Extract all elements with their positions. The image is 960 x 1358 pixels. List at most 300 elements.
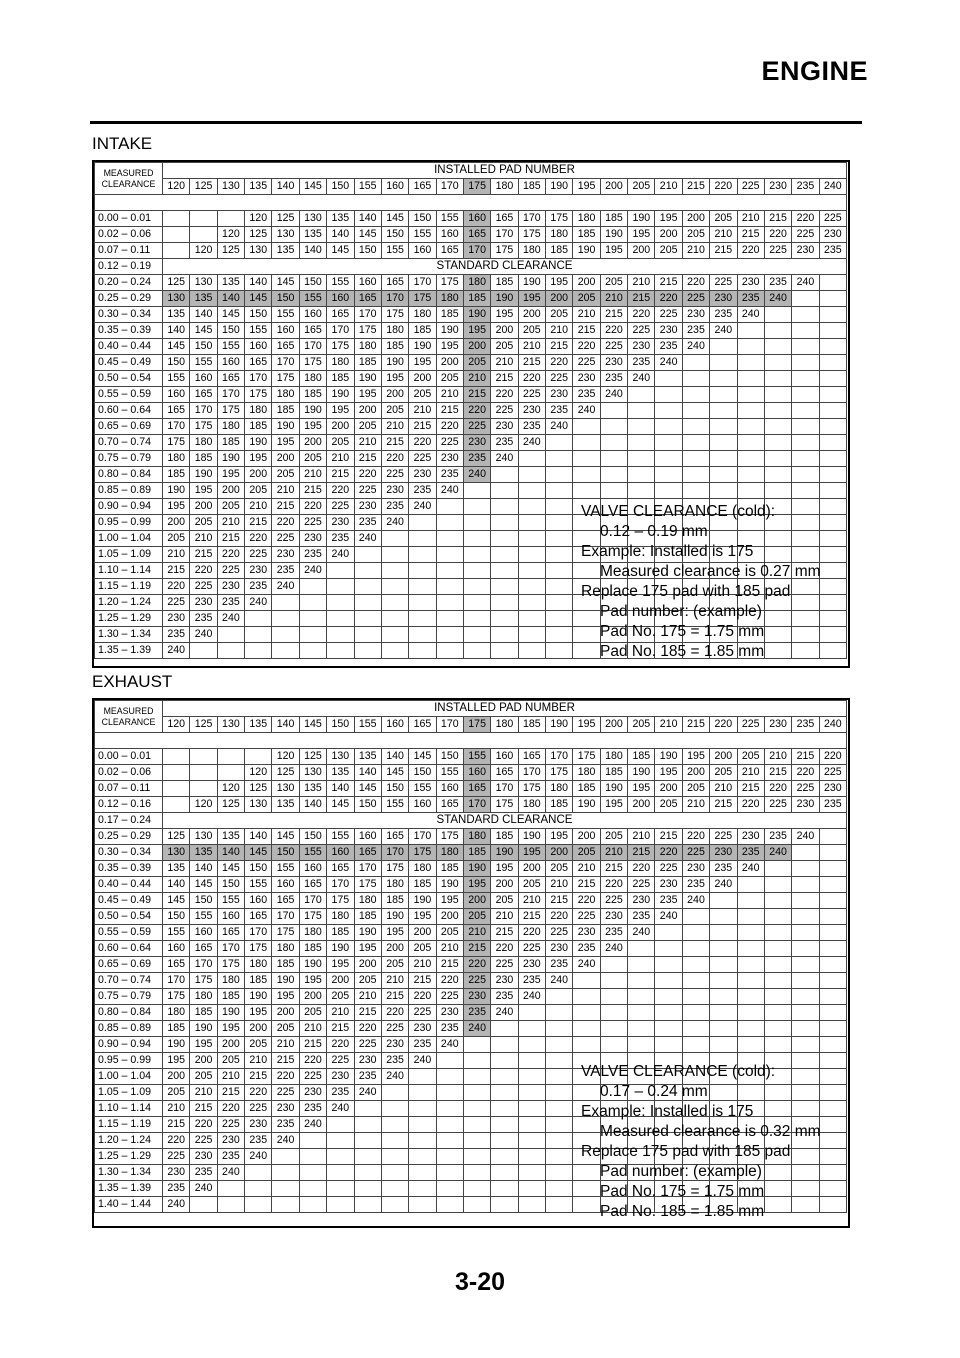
blank-cell (546, 1181, 573, 1197)
blank-cell (737, 925, 764, 941)
blank-cell (710, 355, 737, 371)
blank-cell (819, 387, 846, 403)
pad-value-cell: 165 (491, 765, 518, 781)
blank-cell (819, 547, 846, 563)
blank-cell (819, 291, 846, 307)
blank-cell (600, 483, 627, 499)
blank-cell (819, 467, 846, 483)
blank-cell (354, 1197, 381, 1213)
pad-value-cell: 145 (217, 307, 244, 323)
pad-value-cell: 170 (299, 893, 326, 909)
pad-value-cell: 140 (381, 749, 408, 765)
blank-cell (819, 307, 846, 323)
blank-cell (299, 1133, 326, 1149)
pad-number-header: 195 (573, 179, 600, 195)
pad-value-cell: 175 (409, 291, 436, 307)
pad-value-cell: 190 (409, 893, 436, 909)
blank-cell (600, 1021, 627, 1037)
pad-value-cell: 205 (272, 1021, 299, 1037)
blank-cell (491, 1197, 518, 1213)
pad-value-cell: 160 (409, 243, 436, 259)
blank-cell (682, 483, 709, 499)
pad-value-cell: 240 (600, 941, 627, 957)
blank-cell (491, 1149, 518, 1165)
pad-value-cell: 205 (354, 419, 381, 435)
blank-cell (518, 1165, 545, 1181)
pad-value-cell: 190 (272, 973, 299, 989)
pad-value-cell: 215 (518, 909, 545, 925)
blank-cell (327, 1165, 354, 1181)
pad-value-cell: 235 (546, 403, 573, 419)
pad-value-cell: 220 (518, 371, 545, 387)
blank-cell (573, 483, 600, 499)
pad-value-cell: 220 (819, 749, 846, 765)
pad-value-cell: 235 (600, 925, 627, 941)
pad-value-cell: 205 (518, 877, 545, 893)
empty-cell (217, 749, 244, 765)
blank-cell (272, 1165, 299, 1181)
blank-cell (819, 611, 846, 627)
pad-value-cell: 170 (217, 387, 244, 403)
blank-cell (764, 1021, 791, 1037)
pad-value-cell: 185 (463, 845, 490, 861)
pad-value-cell: 200 (299, 989, 326, 1005)
pad-value-cell: 195 (217, 1021, 244, 1037)
blank-cell (491, 627, 518, 643)
header-rule (90, 121, 862, 124)
pad-value-cell: 200 (518, 307, 545, 323)
pad-value-cell: 200 (463, 893, 490, 909)
blank-cell (573, 419, 600, 435)
blank-cell (819, 563, 846, 579)
pad-value-cell: 225 (272, 1085, 299, 1101)
pad-value-cell: 165 (327, 861, 354, 877)
pad-value-cell: 195 (682, 749, 709, 765)
pad-value-cell: 210 (299, 1021, 326, 1037)
blank-cell (792, 483, 819, 499)
blank-cell (764, 403, 791, 419)
pad-value-cell: 190 (463, 307, 490, 323)
blank-cell (518, 1005, 545, 1021)
clearance-row (95, 243, 847, 259)
pad-value-cell: 225 (491, 957, 518, 973)
pad-value-cell: 145 (381, 211, 408, 227)
blank-cell (354, 643, 381, 659)
pad-number-header: 145 (299, 717, 326, 733)
empty-cell (163, 749, 190, 765)
pad-value-cell: 170 (381, 845, 408, 861)
clearance-row (95, 275, 847, 291)
pad-value-cell: 220 (354, 467, 381, 483)
blank-cell (546, 515, 573, 531)
pad-value-cell: 220 (737, 243, 764, 259)
pad-value-cell: 130 (163, 845, 190, 861)
pad-value-cell: 240 (600, 387, 627, 403)
pad-value-cell: 220 (600, 877, 627, 893)
pad-value-cell: 135 (272, 797, 299, 813)
blank-cell (491, 1069, 518, 1085)
blank-cell (546, 1117, 573, 1133)
exhaust-standard-row (95, 813, 847, 829)
blank-cell (463, 627, 490, 643)
exhaust-note-line: Measured clearance is 0.32 mm (600, 1123, 821, 1140)
pad-value-cell: 225 (546, 371, 573, 387)
blank-cell (272, 643, 299, 659)
pad-value-cell: 240 (463, 467, 490, 483)
blank-cell (546, 467, 573, 483)
blank-cell (628, 451, 655, 467)
pad-value-cell: 225 (819, 765, 846, 781)
pad-value-cell: 160 (436, 781, 463, 797)
pad-value-cell: 170 (409, 275, 436, 291)
blank-cell (682, 419, 709, 435)
empty-cell (190, 227, 217, 243)
intake-note-line: Pad No. 185 = 1.85 mm (600, 643, 765, 660)
blank-cell (491, 547, 518, 563)
pad-value-cell: 195 (628, 781, 655, 797)
blank-cell (463, 1037, 490, 1053)
blank-cell (463, 579, 490, 595)
pad-value-cell: 225 (163, 595, 190, 611)
exhaust-note-line: Pad No. 185 = 1.85 mm (600, 1203, 765, 1220)
pad-value-cell: 170 (354, 307, 381, 323)
pad-value-cell: 205 (327, 435, 354, 451)
clearance-row (95, 483, 847, 499)
pad-value-cell: 175 (190, 419, 217, 435)
clearance-label: 0.07 – 0.11 (95, 243, 163, 259)
pad-number-header: 235 (792, 179, 819, 195)
blank-cell (327, 563, 354, 579)
pad-value-cell: 175 (381, 861, 408, 877)
pad-value-cell: 120 (272, 749, 299, 765)
blank-cell (737, 973, 764, 989)
blank-cell (710, 957, 737, 973)
pad-value-cell: 225 (600, 339, 627, 355)
pad-value-cell: 235 (491, 435, 518, 451)
blank-cell (546, 627, 573, 643)
pad-value-cell: 215 (272, 499, 299, 515)
pad-value-cell: 190 (381, 355, 408, 371)
blank-cell (463, 1053, 490, 1069)
blank-cell (792, 339, 819, 355)
intake-standard-row (95, 259, 847, 275)
blank-cell (436, 1133, 463, 1149)
clearance-label: 1.05 – 1.09 (95, 547, 163, 563)
pad-value-cell: 230 (327, 1069, 354, 1085)
blank-cell (491, 595, 518, 611)
pad-value-cell: 230 (354, 1053, 381, 1069)
pad-number-header: 200 (600, 717, 627, 733)
pad-value-cell: 185 (245, 973, 272, 989)
pad-value-cell: 195 (655, 211, 682, 227)
blank-cell (546, 1197, 573, 1213)
pad-value-cell: 230 (518, 957, 545, 973)
blank-cell (546, 643, 573, 659)
empty-cell (163, 781, 190, 797)
pad-number-header: 130 (217, 179, 244, 195)
pad-value-cell: 185 (600, 211, 627, 227)
pad-value-cell: 225 (573, 355, 600, 371)
blank-cell (546, 1085, 573, 1101)
blank-cell (710, 371, 737, 387)
pad-value-cell: 135 (163, 861, 190, 877)
pad-value-cell: 155 (409, 781, 436, 797)
blank-cell (463, 547, 490, 563)
blank-cell (518, 1021, 545, 1037)
blank-cell (655, 989, 682, 1005)
pad-value-cell: 205 (245, 1037, 272, 1053)
blank-cell (546, 435, 573, 451)
pad-value-cell: 220 (737, 797, 764, 813)
exhaust-note-line: Example: Installed is 175 (581, 1103, 754, 1120)
pad-value-cell: 225 (600, 893, 627, 909)
pad-value-cell: 235 (737, 845, 764, 861)
blank-cell (792, 893, 819, 909)
blank-cell (436, 563, 463, 579)
blank-cell (518, 467, 545, 483)
pad-value-cell: 235 (217, 595, 244, 611)
pad-value-cell: 215 (655, 829, 682, 845)
blank-cell (819, 1085, 846, 1101)
blank-cell (518, 499, 545, 515)
pad-value-cell: 220 (628, 307, 655, 323)
pad-value-cell: 180 (381, 877, 408, 893)
blank-cell (792, 435, 819, 451)
pad-value-cell: 155 (272, 307, 299, 323)
pad-value-cell: 220 (409, 989, 436, 1005)
clearance-label: 1.15 – 1.19 (95, 579, 163, 595)
blank-cell (792, 355, 819, 371)
blank-cell (381, 1197, 408, 1213)
pad-value-cell: 235 (546, 957, 573, 973)
blank-cell (737, 467, 764, 483)
blank-cell (409, 1149, 436, 1165)
pad-value-cell: 185 (327, 925, 354, 941)
pad-number-header: 120 (163, 717, 190, 733)
pad-value-cell: 160 (272, 323, 299, 339)
pad-value-cell: 225 (792, 781, 819, 797)
pad-value-cell: 240 (737, 307, 764, 323)
blank-cell (710, 467, 737, 483)
pad-value-cell: 210 (163, 547, 190, 563)
clearance-label: 0.35 – 0.39 (95, 323, 163, 339)
pad-number-header: 190 (546, 179, 573, 195)
pad-value-cell: 240 (710, 877, 737, 893)
pad-value-cell: 215 (327, 1021, 354, 1037)
pad-value-cell: 150 (299, 275, 326, 291)
pad-value-cell: 210 (327, 1005, 354, 1021)
clearance-row (95, 957, 847, 973)
pad-value-cell: 205 (600, 275, 627, 291)
blank-cell (491, 1117, 518, 1133)
pad-value-cell: 165 (381, 275, 408, 291)
pad-value-cell: 230 (518, 403, 545, 419)
blank-cell (737, 909, 764, 925)
blank-cell (463, 499, 490, 515)
blank-cell (327, 579, 354, 595)
exhaust-note-line: Pad number: (example) (600, 1163, 762, 1180)
pad-value-cell: 155 (299, 845, 326, 861)
pad-value-cell: 235 (710, 861, 737, 877)
pad-number-header: 220 (710, 717, 737, 733)
clearance-label: 0.00 – 0.01 (95, 211, 163, 227)
blank-cell (409, 611, 436, 627)
pad-value-cell: 165 (354, 845, 381, 861)
pad-value-cell: 150 (409, 765, 436, 781)
pad-value-cell: 215 (546, 893, 573, 909)
pad-value-cell: 155 (163, 925, 190, 941)
clearance-label: 0.30 – 0.34 (95, 307, 163, 323)
pad-value-cell: 200 (628, 243, 655, 259)
pad-value-cell: 200 (327, 419, 354, 435)
blank-cell (819, 371, 846, 387)
clearance-row (95, 227, 847, 243)
pad-value-cell: 180 (327, 355, 354, 371)
blank-cell (272, 627, 299, 643)
blank-cell (436, 1069, 463, 1085)
blank-cell (819, 403, 846, 419)
pad-value-cell: 150 (299, 829, 326, 845)
pad-value-cell: 170 (190, 403, 217, 419)
pad-value-cell: 185 (381, 893, 408, 909)
pad-value-cell: 230 (682, 861, 709, 877)
pad-value-cell: 185 (299, 387, 326, 403)
blank-cell (327, 643, 354, 659)
pad-value-cell: 185 (190, 1005, 217, 1021)
blank-cell (764, 989, 791, 1005)
blank-cell (573, 973, 600, 989)
pad-value-cell: 165 (381, 829, 408, 845)
pad-value-cell: 225 (217, 1117, 244, 1133)
exhaust-note-line: Replace 175 pad with 185 pad (581, 1143, 791, 1160)
pad-value-cell: 210 (409, 403, 436, 419)
pad-value-cell: 140 (327, 227, 354, 243)
pad-number-header: 135 (245, 179, 272, 195)
empty-cell (190, 211, 217, 227)
pad-value-cell: 135 (299, 227, 326, 243)
blank-cell (409, 531, 436, 547)
blank-cell (628, 1005, 655, 1021)
pad-value-cell: 165 (518, 749, 545, 765)
measured-clearance-header (95, 701, 163, 733)
pad-value-cell: 200 (245, 1021, 272, 1037)
pad-value-cell: 200 (299, 435, 326, 451)
blank-cell (436, 531, 463, 547)
pad-value-cell: 235 (628, 355, 655, 371)
pad-value-cell: 235 (190, 611, 217, 627)
blank-cell (628, 403, 655, 419)
blank-cell (491, 1021, 518, 1037)
exhaust-note-line: 0.17 – 0.24 mm (600, 1083, 708, 1100)
blank-cell (272, 1181, 299, 1197)
pad-value-cell: 180 (272, 941, 299, 957)
pad-value-cell: 205 (409, 387, 436, 403)
pad-value-cell: 230 (272, 1101, 299, 1117)
pad-value-cell: 180 (272, 387, 299, 403)
pad-value-cell: 225 (655, 307, 682, 323)
pad-value-cell: 240 (436, 1037, 463, 1053)
blank-cell (518, 1085, 545, 1101)
pad-value-cell: 230 (217, 1133, 244, 1149)
pad-value-cell: 235 (491, 989, 518, 1005)
pad-number-header: 185 (518, 717, 545, 733)
pad-value-cell: 230 (190, 1149, 217, 1165)
pad-value-cell: 235 (819, 797, 846, 813)
pad-value-cell: 140 (327, 781, 354, 797)
pad-value-cell: 200 (546, 845, 573, 861)
pad-value-cell: 175 (190, 973, 217, 989)
blank-cell (518, 595, 545, 611)
pad-value-cell: 235 (655, 893, 682, 909)
blank-cell (737, 435, 764, 451)
pad-value-cell: 230 (792, 797, 819, 813)
pad-value-cell: 175 (436, 829, 463, 845)
blank-cell (710, 387, 737, 403)
pad-value-cell: 200 (710, 749, 737, 765)
blank-cell (819, 435, 846, 451)
pad-value-cell: 200 (354, 957, 381, 973)
pad-value-cell: 205 (463, 355, 490, 371)
pad-number-header: 215 (682, 179, 709, 195)
pad-value-cell: 180 (463, 275, 490, 291)
pad-value-cell: 205 (436, 371, 463, 387)
pad-value-cell: 230 (792, 243, 819, 259)
pad-value-cell: 185 (354, 355, 381, 371)
pad-value-cell: 220 (436, 419, 463, 435)
pad-value-cell: 215 (354, 1005, 381, 1021)
blank-cell (299, 1181, 326, 1197)
pad-value-cell: 160 (327, 845, 354, 861)
pad-value-cell: 215 (299, 1037, 326, 1053)
blank-cell (436, 547, 463, 563)
pad-value-cell: 165 (217, 925, 244, 941)
blank-cell (491, 1037, 518, 1053)
blank-cell (381, 1149, 408, 1165)
pad-value-cell: 210 (217, 1069, 244, 1085)
blank-cell (518, 579, 545, 595)
pad-value-cell: 165 (190, 387, 217, 403)
clearance-row (95, 371, 847, 387)
pad-number-header: 235 (792, 717, 819, 733)
pad-value-cell: 180 (409, 861, 436, 877)
blank-cell (409, 563, 436, 579)
blank-cell (491, 483, 518, 499)
pad-value-cell: 240 (299, 563, 326, 579)
pad-value-cell: 235 (245, 1133, 272, 1149)
pad-value-cell: 230 (710, 291, 737, 307)
pad-value-cell: 200 (655, 781, 682, 797)
pad-value-cell: 155 (272, 861, 299, 877)
pad-value-cell: 200 (163, 1069, 190, 1085)
gap-cell (95, 195, 847, 211)
pad-value-cell: 175 (354, 323, 381, 339)
pad-value-cell: 215 (600, 307, 627, 323)
blank-cell (764, 355, 791, 371)
pad-value-cell: 210 (546, 323, 573, 339)
pad-number-header: 215 (682, 717, 709, 733)
blank-cell (546, 1165, 573, 1181)
blank-cell (682, 1005, 709, 1021)
blank-cell (655, 387, 682, 403)
exhaust-note-line: Pad No. 175 = 1.75 mm (600, 1183, 765, 1200)
pad-value-cell: 185 (327, 371, 354, 387)
clearance-row (95, 797, 847, 813)
clearance-label: 0.00 – 0.01 (95, 749, 163, 765)
pad-value-cell: 240 (190, 1181, 217, 1197)
pad-value-cell: 155 (381, 243, 408, 259)
pad-value-cell: 180 (299, 371, 326, 387)
pad-value-cell: 120 (245, 211, 272, 227)
